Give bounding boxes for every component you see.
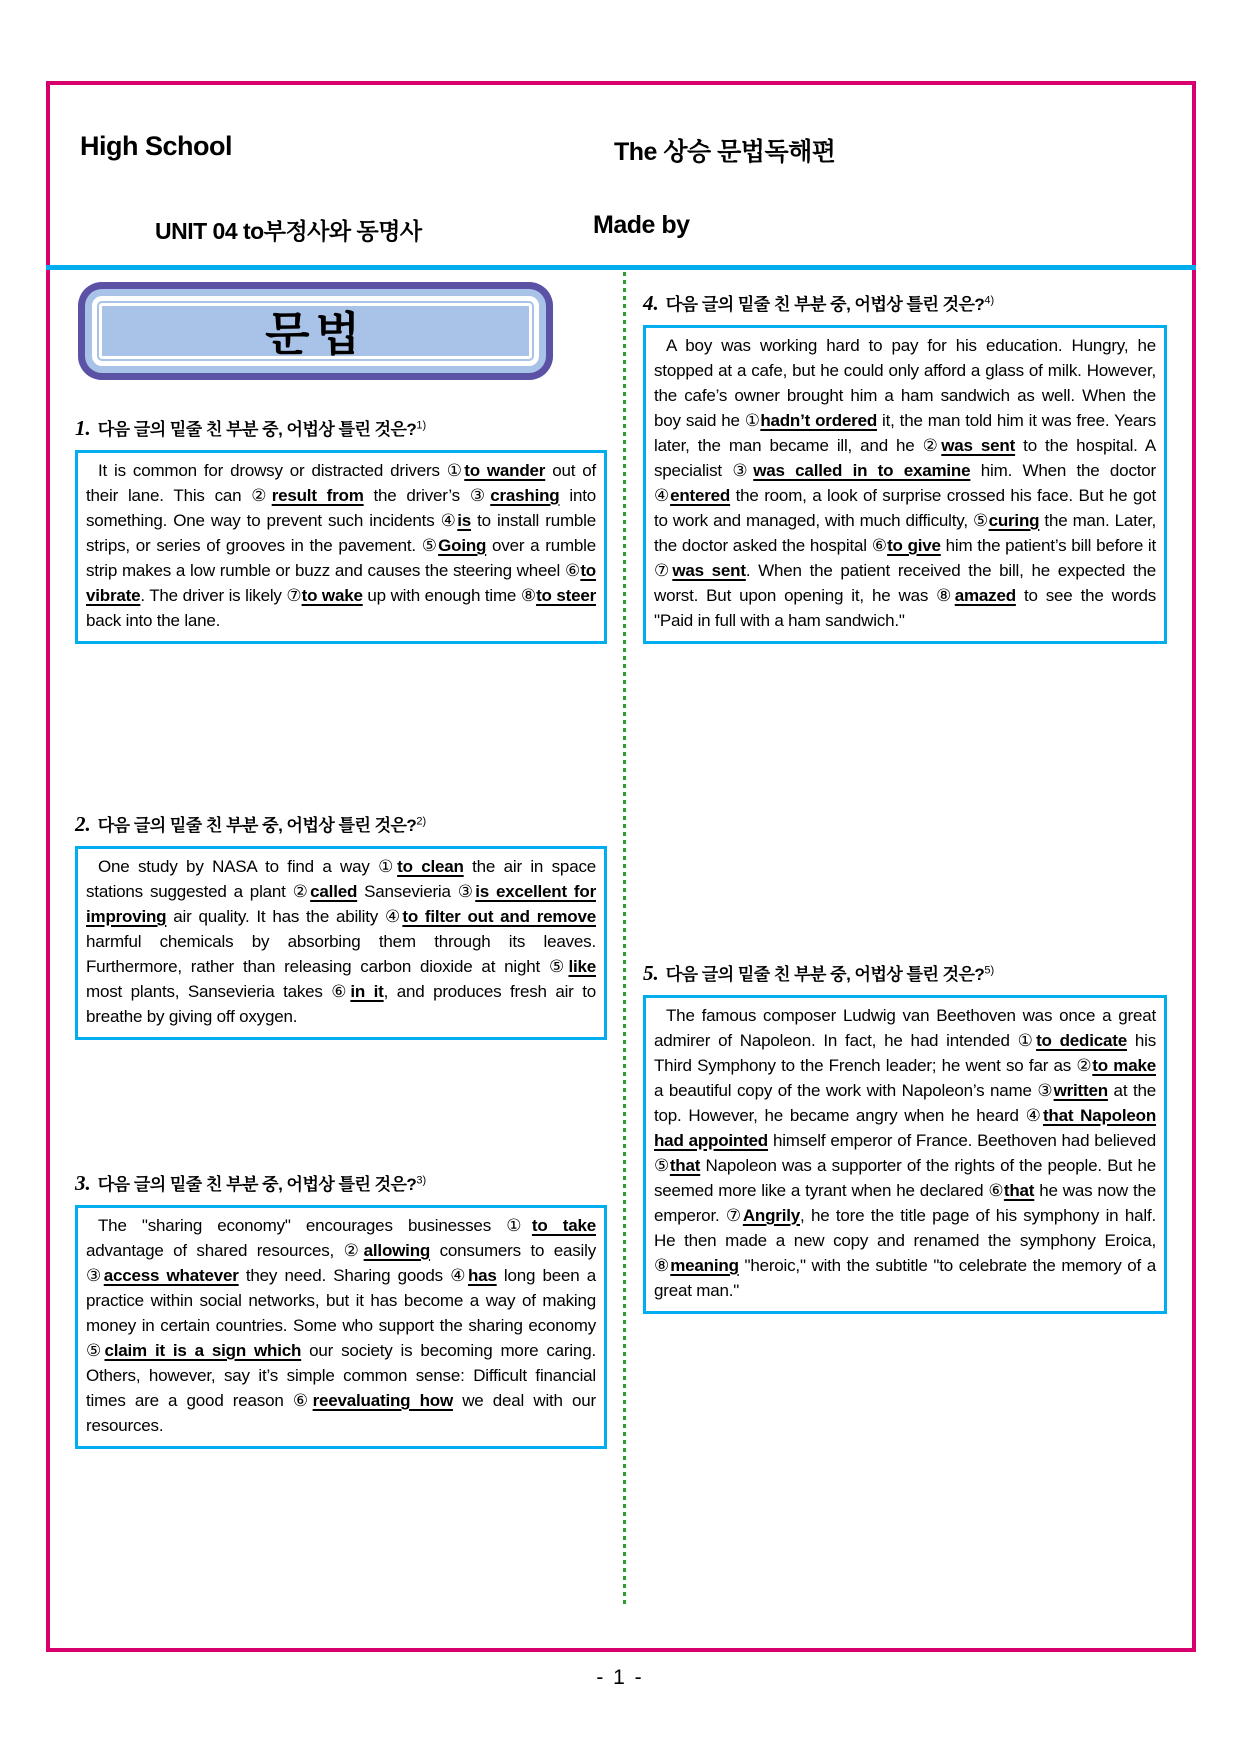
choice-number: ③ (86, 1266, 104, 1285)
underlined-phrase: result from (271, 486, 364, 505)
question-footnote: 3) (416, 1174, 427, 1187)
passage-segment: up with enough time (362, 586, 521, 605)
underlined-phrase: Angrily (742, 1206, 801, 1225)
passage-segment: Sansevieria (357, 882, 458, 901)
choice-number: ⑤ (86, 1341, 105, 1360)
passage-segment: to the hospital. A specialist (654, 436, 1156, 480)
passage-segment: over a rumble strip makes a low rumble or buzz and causes the steering wheel (86, 536, 596, 580)
passage-segment: harmful chemicals by absorbing them through its leaves. Furthermore, rather than releasing carbon dioxide at night (86, 932, 596, 976)
question-block (643, 290, 1167, 644)
passage-segment: our society is becoming more caring. Others, however, say it’s simple common sense: Difficult financial times are a good reason (86, 1341, 596, 1410)
question-block (643, 960, 1167, 1314)
underlined-phrase: to wander (464, 461, 546, 480)
passage-segment: it, the man told him it was free. Years later, the man became ill, and he (654, 411, 1156, 455)
question-number: 4. (643, 291, 659, 315)
passage-box (643, 325, 1167, 644)
choice-number: ② (1076, 1056, 1093, 1075)
question-prompt: 다음 글의 밑줄 친 부분 중, 어법상 틀린 것은? (665, 295, 985, 314)
underlined-phrase: that Napoleon had appointed (654, 1106, 1157, 1150)
choice-number: ③ (457, 882, 476, 901)
choice-number: ① (378, 857, 398, 876)
passage-segment: back into the lane. (86, 611, 221, 630)
passage-segment: the driver’s (363, 486, 470, 505)
question-block (75, 415, 607, 644)
choice-number: ③ (732, 461, 754, 480)
passage-text (86, 1213, 596, 1438)
choice-number: ⑧ (520, 586, 537, 605)
passage-segment: long been a practice within social networks, but it has become a way of making money in certain countries. Some who support the sharing economy (86, 1266, 597, 1335)
underlined-phrase: to take (531, 1216, 596, 1235)
underlined-phrase: amazed (954, 586, 1016, 605)
underlined-phrase: to vibrate (86, 561, 596, 605)
passage-segment: we deal with our resources. (86, 1391, 597, 1435)
question-header (75, 1170, 607, 1199)
underlined-phrase: is excellent for improving (86, 882, 596, 926)
question-block (75, 1170, 607, 1449)
passage-box (75, 1205, 607, 1449)
underlined-phrase: Going (438, 536, 487, 555)
underlined-phrase: access whatever (103, 1266, 239, 1285)
passage-segment: at the top. However, he became angry when he heard (654, 1081, 1157, 1125)
passage-segment: "heroic," with the subtitle "to celebrate the memory of a great man." (654, 1256, 1156, 1300)
underlined-phrase: in it (350, 982, 384, 1001)
passage-segment: consumers to easily (430, 1241, 597, 1260)
passage-segment: It is common for drowsy or distracted drivers (98, 461, 447, 480)
choice-number: ⑥ (988, 1181, 1004, 1200)
underlined-phrase: curing (988, 511, 1040, 530)
choice-number: ⑥ (331, 982, 351, 1001)
choice-number: ② (343, 1241, 364, 1260)
made-by-label: Made by (593, 211, 690, 239)
question-number: 2. (75, 812, 91, 836)
question-number: 1. (75, 416, 91, 440)
passage-segment: him. When the doctor (970, 461, 1156, 480)
underlined-phrase: was sent (941, 436, 1016, 455)
underlined-phrase: crashing (490, 486, 560, 505)
question-footnote: 2) (416, 815, 427, 828)
choice-number: ③ (1037, 1081, 1054, 1100)
choice-number: ① (506, 1216, 532, 1235)
passage-segment: himself emperor of France. Beethoven had believed (768, 1131, 1156, 1150)
passage-segment: out of their lane. This can (86, 461, 596, 505)
choice-number: ⑧ (654, 1256, 671, 1275)
question-prompt: 다음 글의 밑줄 친 부분 중, 어법상 틀린 것은? (97, 420, 417, 439)
passage-text (654, 333, 1156, 633)
passage-segment: A boy was working hard to pay for his education. Hungry, he stopped at a cafe, but he could only afford a glass of milk. However, the cafe’s owner brought him a ham sandwich as well. When the boy said he (654, 336, 1156, 430)
passage-segment: , and produces fresh air to breathe by giving off oxygen. (86, 982, 596, 1026)
unit-title: UNIT 04 to부정사와 동명사 (155, 218, 422, 244)
passage-segment: . When the patient received the bill, he expected the worst. But upon opening it, he was (654, 561, 1156, 605)
underlined-phrase: that (1003, 1181, 1035, 1200)
passage-segment: The "sharing economy" encourages businesses (98, 1216, 507, 1235)
underlined-phrase: allowing (363, 1241, 431, 1260)
underlined-phrase: is (457, 511, 472, 530)
passage-box (75, 846, 607, 1040)
passage-segment: he was now the emperor. (654, 1181, 1157, 1225)
passage-segment: the air in space stations suggested a plant (86, 857, 597, 901)
question-header (643, 960, 1167, 989)
passage-box (75, 450, 607, 644)
question-block (75, 811, 607, 1040)
choice-number: ⑦ (286, 586, 302, 605)
choice-number: ③ (469, 486, 491, 505)
passage-segment: to see the words "Paid in full with a ham sandwich." (654, 586, 1157, 630)
underlined-phrase: was sent (672, 561, 746, 580)
underlined-phrase: entered (670, 486, 731, 505)
underlined-phrase: hadn’t ordered (760, 411, 878, 430)
underlined-phrase: meaning (670, 1256, 739, 1275)
page-number: - 1 - (596, 1666, 644, 1689)
passage-segment: to install rumble strips, or series of grooves in the pavement. (86, 511, 596, 555)
question-prompt: 다음 글의 밑줄 친 부분 중, 어법상 틀린 것은? (665, 965, 985, 984)
passage-segment: , he tore the title page of his symphony in half. He then made a new copy and renamed the symphony Eroica, (654, 1206, 1156, 1250)
choice-number: ⑤ (421, 536, 439, 555)
underlined-phrase: called (310, 882, 358, 901)
header-right-title: The 상승 문법독해편 (614, 138, 836, 166)
choice-number: ⑦ (725, 1206, 743, 1225)
underlined-phrase: to clean (397, 857, 464, 876)
underlined-phrase: to make (1092, 1056, 1156, 1075)
underlined-phrase: to steer (536, 586, 597, 605)
choice-number: ⑥ (871, 536, 888, 555)
underlined-phrase: claim it is a sign which (104, 1341, 302, 1360)
choice-number: ② (922, 436, 942, 455)
passage-segment: advantage of shared resources, (86, 1241, 344, 1260)
choice-number: ⑤ (972, 511, 989, 530)
passage-segment: a beautiful copy of the work with Napoleon’s name (654, 1081, 1038, 1100)
passage-segment: The famous composer Ludwig van Beethoven was once a great admirer of Napoleon. In fact, he had intended (654, 1006, 1156, 1050)
passage-segment: his Third Symphony to the French leader; he went so far as (654, 1031, 1157, 1075)
underlined-phrase: written (1053, 1081, 1108, 1100)
passage-segment: they need. Sharing goods (238, 1266, 451, 1285)
passage-text (86, 854, 596, 1029)
choice-number: ① (446, 461, 465, 480)
choice-number: ④ (384, 907, 403, 926)
passage-segment: into something. One way to prevent such incidents (86, 486, 596, 530)
passage-text (654, 1003, 1156, 1303)
underlined-phrase: to wake (301, 586, 363, 605)
question-header (643, 290, 1167, 319)
choice-number: ④ (1025, 1106, 1043, 1125)
choice-number: ⑧ (936, 586, 955, 605)
underlined-phrase: was called in to examine (753, 461, 971, 480)
passage-segment: . The driver is likely (140, 586, 287, 605)
choice-number: ⑥ (292, 1391, 313, 1410)
underlined-phrase: reevaluating how (312, 1391, 453, 1410)
choice-number: ④ (440, 511, 458, 530)
section-badge (78, 282, 553, 380)
question-prompt: 다음 글의 밑줄 친 부분 중, 어법상 틀린 것은? (97, 816, 417, 835)
passage-segment: him the patient’s bill before it (940, 536, 1157, 555)
underlined-phrase: to filter out and remove (402, 907, 596, 926)
passage-segment: Napoleon was a supporter of the rights of the people. But he seemed more like a tyrant when he declared (654, 1156, 1156, 1200)
question-footnote: 4) (984, 294, 995, 307)
passage-segment: the man. Later, the doctor asked the hospital (654, 511, 1156, 555)
passage-segment: the room, a look of surprise crossed his face. But he got to work and managed, with much difficulty, (654, 486, 1156, 530)
question-number: 3. (75, 1171, 91, 1195)
choice-number: ① (744, 411, 761, 430)
question-footnote: 1) (416, 419, 427, 432)
underlined-phrase: to dedicate (1036, 1031, 1127, 1050)
passage-segment: air quality. It has the ability (166, 907, 385, 926)
underlined-phrase: that (669, 1156, 701, 1175)
passage-text (86, 458, 596, 633)
choice-number: ⑤ (654, 1156, 670, 1175)
underlined-phrase: like (568, 957, 596, 976)
choice-number: ② (251, 486, 272, 505)
question-header (75, 811, 607, 840)
header-separator-line (46, 265, 1196, 270)
column-divider-dotted-line (623, 272, 626, 1605)
choice-number: ④ (450, 1266, 468, 1285)
choice-number: ⑥ (564, 561, 581, 580)
question-footnote: 5) (984, 964, 995, 977)
section-badge-label: 문법 (265, 308, 366, 360)
passage-segment: most plants, Sansevieria takes (86, 982, 332, 1001)
question-number: 5. (643, 961, 659, 985)
passage-box (643, 995, 1167, 1314)
question-prompt: 다음 글의 밑줄 친 부분 중, 어법상 틀린 것은? (97, 1175, 417, 1194)
choice-number: ⑦ (654, 561, 673, 580)
choice-number: ① (1017, 1031, 1037, 1050)
underlined-phrase: to give (887, 536, 941, 555)
underlined-phrase: has (467, 1266, 497, 1285)
choice-number: ② (292, 882, 311, 901)
header-left-title: High School (80, 131, 232, 161)
choice-number: ⑤ (548, 957, 569, 976)
passage-segment: One study by NASA to find a way (98, 857, 379, 876)
choice-number: ④ (654, 486, 671, 505)
question-header (75, 415, 607, 444)
